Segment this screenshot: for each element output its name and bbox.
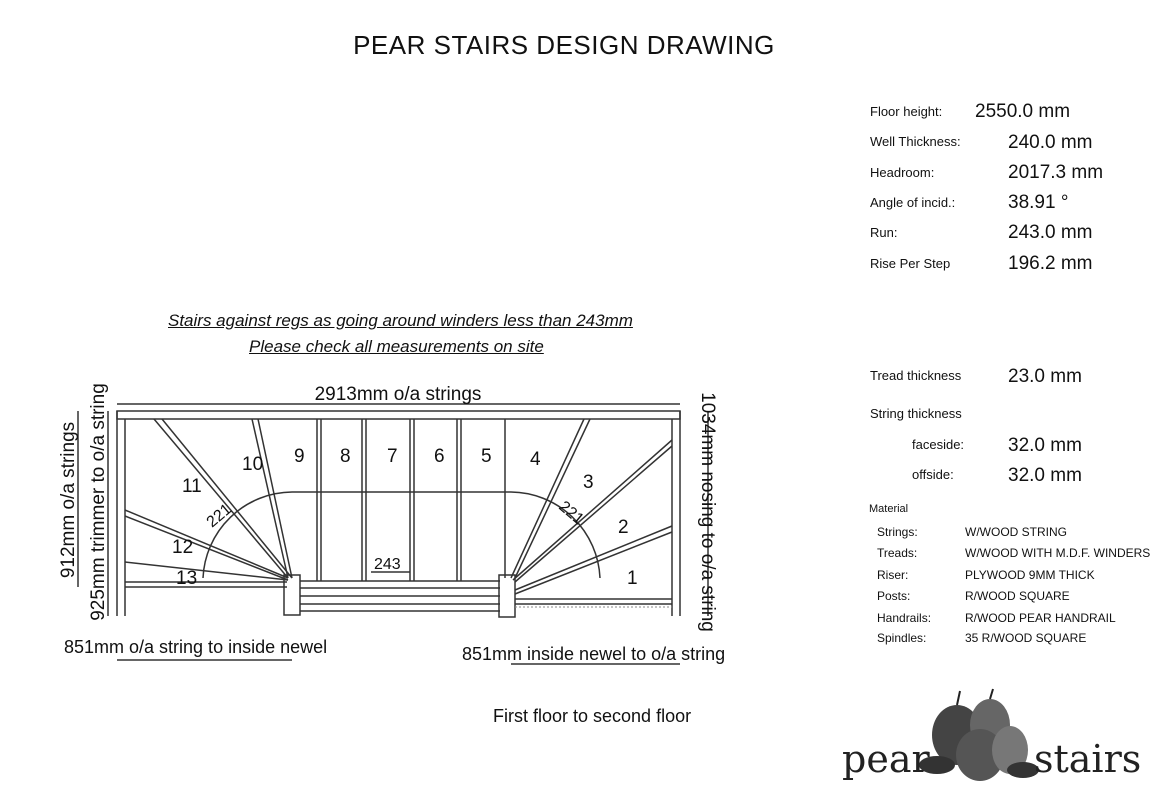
material-label: Handrails: xyxy=(877,611,932,625)
winder-dimension-left: 221 xyxy=(203,500,236,532)
material-heading: Material xyxy=(869,503,909,515)
step-number: 13 xyxy=(176,568,198,589)
bottom-right-dimension: 851mm inside newel to o/a string xyxy=(462,644,726,664)
step-number: 5 xyxy=(481,446,492,467)
left-newel-post xyxy=(284,575,300,615)
step-number: 7 xyxy=(387,446,398,467)
step-number: 9 xyxy=(294,446,305,467)
material-value: W/WOOD WITH M.D.F. WINDERS xyxy=(965,546,1151,560)
bottom-left-dimension: 851mm o/a string to inside newel xyxy=(64,637,328,657)
spec-value: 196.2 mm xyxy=(1008,253,1093,274)
tread-thickness-value: 23.0 mm xyxy=(1008,366,1082,387)
right-newel-post xyxy=(499,575,515,617)
page-title: PEAR STAIRS DESIGN DRAWING xyxy=(353,30,775,60)
material-label: Treads: xyxy=(877,546,918,560)
step-number: 11 xyxy=(182,476,202,497)
step-number: 6 xyxy=(434,446,445,467)
step-number: 12 xyxy=(172,537,194,558)
step-number: 1 xyxy=(627,568,638,589)
offside-value: 32.0 mm xyxy=(1008,465,1082,486)
step-number: 3 xyxy=(583,472,594,493)
material-value: PLYWOOD 9MM THICK xyxy=(965,568,1095,582)
material-label: Riser: xyxy=(877,568,909,582)
material-value: R/WOOD SQUARE xyxy=(965,589,1070,603)
spec-value: 38.91 ° xyxy=(1008,192,1069,213)
spec-label: Floor height: xyxy=(870,104,943,119)
spec-value: 240.0 mm xyxy=(1008,132,1093,153)
spec-label: Angle of incid.: xyxy=(870,195,956,210)
faceside-label: faceside: xyxy=(912,437,965,452)
spec-label: Run: xyxy=(870,225,898,240)
regs-note: Stairs against regs as going around winders less than 243mm xyxy=(168,311,633,330)
winder-dimension-right: 221 xyxy=(555,498,587,529)
going-dimension: 243 xyxy=(374,556,401,573)
spec-label: Headroom: xyxy=(870,165,935,180)
tread-thickness-label: Tread thickness xyxy=(870,368,962,383)
offside-label: offside: xyxy=(912,467,954,482)
material-value: R/WOOD PEAR HANDRAIL xyxy=(965,611,1116,625)
left-inner-dimension: 925mm trimmer to o/a string xyxy=(88,383,109,621)
spec-label: Rise Per Step xyxy=(870,256,951,271)
spec-value: 2550.0 mm xyxy=(975,101,1071,122)
step-number: 10 xyxy=(242,454,264,475)
back-string xyxy=(117,411,680,419)
material-value: 35 R/WOOD SQUARE xyxy=(965,631,1087,645)
spec-value: 243.0 mm xyxy=(1008,222,1093,243)
step-number: 2 xyxy=(618,517,629,538)
logo-word-left: pear xyxy=(842,737,930,781)
step-number: 8 xyxy=(340,446,351,467)
material-value: W/WOOD STRING xyxy=(965,525,1067,539)
logo-word-right: stairs xyxy=(1034,737,1142,781)
faceside-value: 32.0 mm xyxy=(1008,435,1082,456)
right-dimension: 1034mm nosing to o/a string xyxy=(697,392,718,632)
material-label: Strings: xyxy=(877,525,918,539)
string-thickness-label: String thickness xyxy=(870,406,962,421)
spec-label: Well Thickness: xyxy=(870,134,961,149)
overall-width-dimension: 2913mm o/a strings xyxy=(314,384,482,405)
step-number: 4 xyxy=(530,449,541,470)
floor-caption: First floor to second floor xyxy=(493,706,692,726)
check-note: Please check all measurements on site xyxy=(249,337,544,356)
material-label: Spindles: xyxy=(877,631,927,645)
material-label: Posts: xyxy=(877,589,911,603)
spec-value: 2017.3 mm xyxy=(1008,162,1104,183)
left-outer-dimension: 912mm o/a strings xyxy=(58,421,79,579)
